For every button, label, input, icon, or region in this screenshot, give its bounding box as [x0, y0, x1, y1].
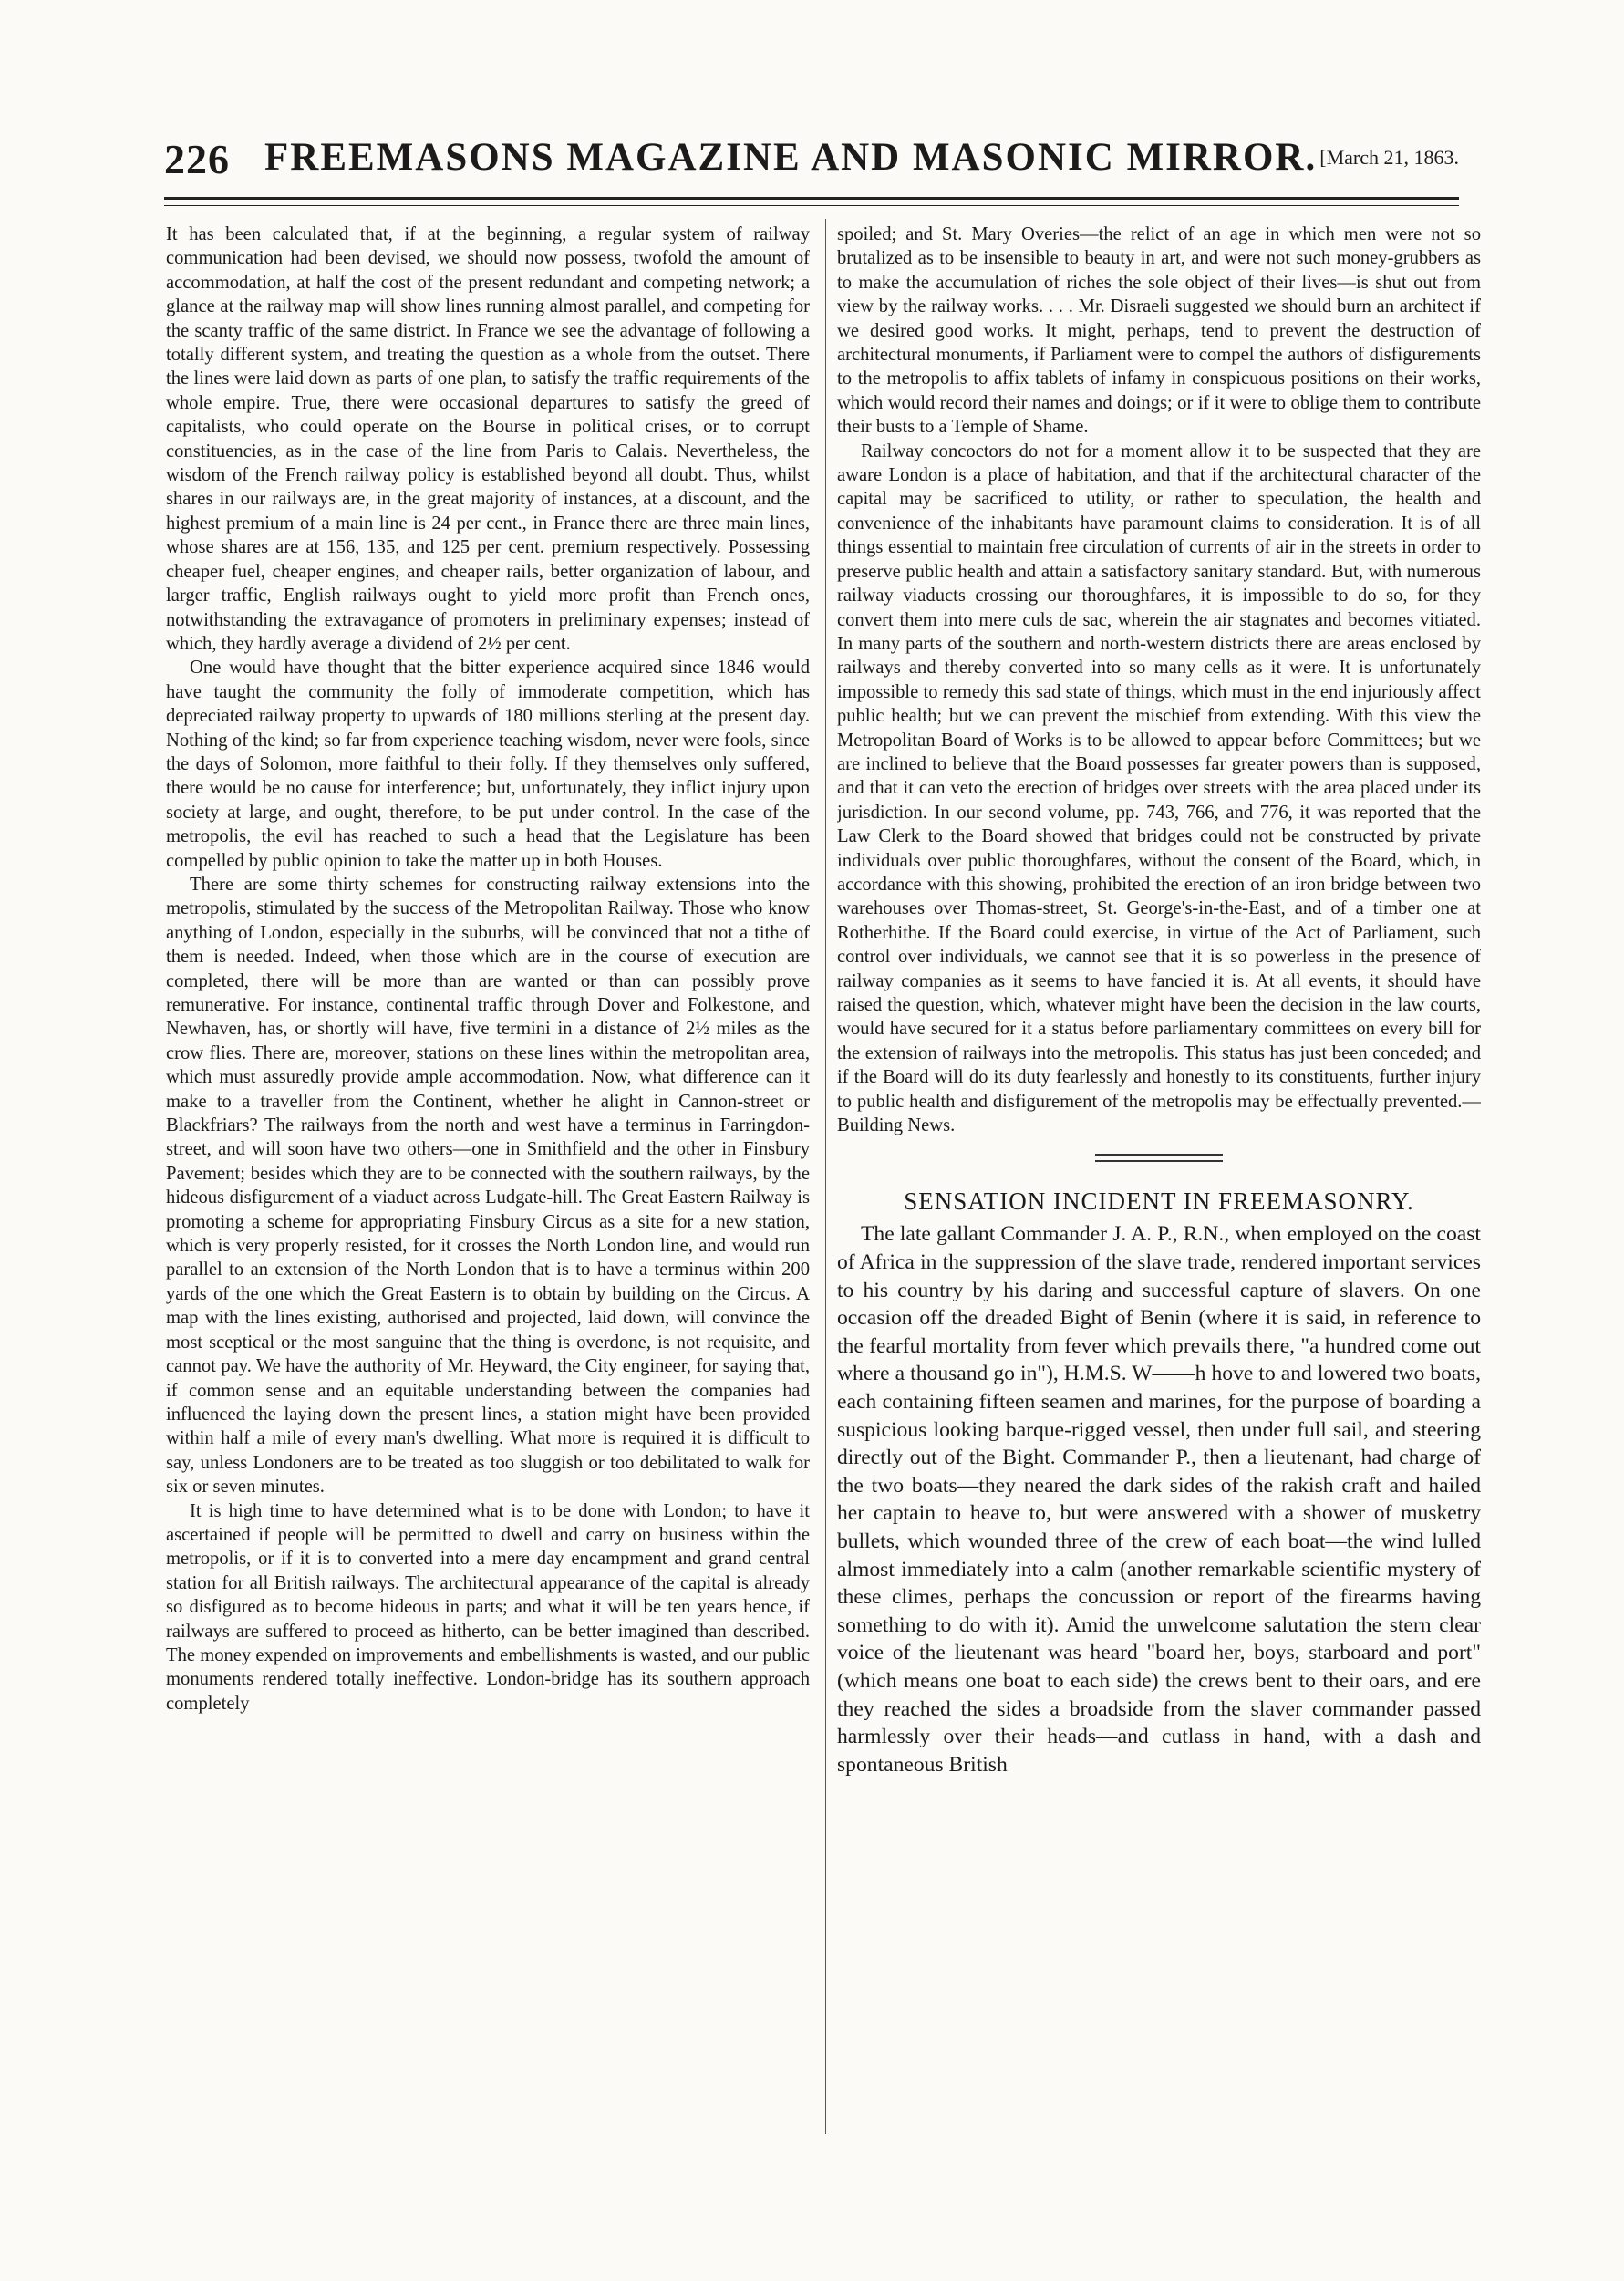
left-column	[166, 223, 810, 2147]
article-paragraph: It has been calculated that, if at the beginning, a regular system of railway communication had been devised, we should now possess, twofold the amount of accommodation, at half the cost of the present redundant and competing network; a glance at the railway map will show lines running almost parallel, and competing for the scanty traffic of the same district. In France we see the advantage of following a totally different system, and treating the question as a whole from the outset. There the lines were laid down as parts of one plan, to satisfy the traffic requirements of the whole empire. True, there were occasional departures to satisfy the greed of capitalists, who could operate on the Bourse in political crises, or to corrupt constituencies, as in the case of the line from Paris to Calais. Nevertheless, the wisdom of the French railway policy is established beyond all doubt. Thus, whilst shares in our railways are, in the great majority of instances, at a discount, and the highest premium of a main line is 24 per cent., in France there are three main lines, whose shares are at 156, 135, and 125 per cent. premium respectively. Possessing cheaper fuel, cheaper engines, and cheaper rails, better organization of labour, and larger traffic, English railways ought to yield more profit than French ones, notwithstanding the extravagance of promoters in preliminary expenses; instead of which, they hardly average a dividend of 2½ per cent.	[166, 224, 810, 654]
column-divider	[825, 219, 826, 2134]
article-paragraph: spoiled; and St. Mary Overies—the relict of an age in which men were not so brutalized as to be insensible to beauty in art, and were not such money-grubbers as to make the accumulation of riches the sole object of their lives—is shut out from view by the railway works. . . . Mr. Disraeli suggested we should burn an architect if we desired good works. It might, perhaps, tend to prevent the destruction of architectural monuments, if Parliament were to compel the authors of disfigurements to the metropolis to affix tablets of infamy in conspicuous positions on their works, which would record their names and doings; or if it were to oblige them to contribute their busts to a Temple of Shame.	[837, 224, 1481, 438]
section-sensation-incident	[837, 1186, 1481, 1778]
right-column	[837, 223, 1481, 2147]
article-paragraph: One would have thought that the bitter experience acquired since 1846 would have taught the community the folly of immoderate competition, which has depreciated railway property to upwards of 180 millions sterling at the present day. Nothing of the kind; so far from experience teaching wisdom, never were fools, since the days of Solomon, more faithful to their folly. If they themselves only suffered, there would be no cause for interference; but, unfortunately, they inflict injury upon society at large, and ought, therefore, to be put under control. In the case of the metropolis, the evil has reached to such a head that the Legislature has been compelled by public opinion to take the matter up in both Houses.	[166, 658, 810, 871]
article-paragraph: The late gallant Commander J. A. P., R.N., when employed on the coast of Africa in the suppression of the slave trade, rendered important services to his country by his daring and successful capture of slavers. On one occasion off the dreaded Bight of Benin (where it is said, in reference to the fearful mortality from fever which prevails there, "a hundred come out where a thousand go in"), H.M.S. W——h hove to and lowered two boats, each containing fifteen seamen and marines, for the purpose of boarding a suspicious looking barque-rigged vessel, then under full sail, and steering directly out of the Bight. Commander P., then a lieutenant, had charge of the two boats—they neared the dark sides of the rakish craft and hailed her captain to heave to, but were answered with a shower of musketry bullets, which wounded three of the crew of each boat—the wind lulled almost immediately into a calm (another remarkable scientific mystery of these climes, perhaps the concussion or report of the firearms having something to do with it). Amid the unwelcome salutation the stern clear voice of the lieutenant was heard "board her, boys, starboard and port" (which means one boat to each side) the crews bent to their oars, and ere they reached the sides a broadside from the slaver commander passed harmlessly over their heads—and cutlass in hand, with a dash and spontaneous British	[837, 1222, 1481, 1777]
header-rule	[164, 197, 1459, 200]
article-paragraph: There are some thirty schemes for constructing railway extensions into the metropolis, stimulated by the success of the Metropolitan Railway. Those who know anything of London, especially in the suburbs, will be convinced that not a tithe of them is needed. Indeed, when those which are in the course of execution are completed, there will be more than are wanted or than can possibly prove remunerative. For instance, continental traffic through Dover and Folkestone, and Newhaven, has, or shortly will have, five termini in a distance of 2½ miles as the crow flies. There are, moreover, stations on these lines within the metropolitan area, which must assuredly provide ample accommodation. Now, what difference can it make to a traveller from the Continent, whether he alight in Cannon-street or Blackfriars? The railways from the north and west have a terminus in Farringdon-street, and will soon have two others—one in Smithfield and the other in Finsbury Pavement; besides which they are to be connected with the southern railways, by the hideous disfigurement of a viaduct across Ludgate-hill. The Great Eastern Railway is promoting a scheme for appropriating Finsbury Circus as a site for a new station, which is very properly resisted, for it crosses the North London line, and would run parallel to an extension of the North London that is to have a terminus within 200 yards of the one which the Great Eastern is to obtain by building on the Circus. A map with the lines existing, authorised and projected, laid down, will convince the most sceptical or the most sanguine that the thing is overdone, is not requisite, and cannot pay. We have the authority of Mr. Heyward, the City engineer, for saying that, if common sense and an equitable understanding between the companies had influenced the laying down the present lines, a station might have been provided within half a mile of every man's dwelling. What more is required it is difficult to say, unless Londoners are to be treated as too sluggish or too debilitated to walk for six or seven minutes.	[166, 874, 810, 1498]
section-separator	[1095, 1154, 1223, 1162]
article-paragraph: Railway concoctors do not for a moment allow it to be suspected that they are aware London is a place of habitation, and that if the architectural character of the capital may be sacrificed to utility, or rather to speculation, the health and convenience of the inhabitants have paramount claims to consideration. It is of all things essential to maintain free circulation of currents of air in the streets in order to preserve public health and attain a satisfactory sanitary standard. But, with numerous railway viaducts crossing our thoroughfares, it is impossible to do so, for they convert them into mere culs de sac, wherein the air stagnates and becomes vitiated. In many parts of the southern and north-western districts there are areas enclosed by railways and thereby converted into so many cells as it were. It is unfortunately impossible to remedy this sad state of things, which must in the end injuriously affect public health; but we can prevent the mischief from extending. With this view the Metropolitan Board of Works is to be allowed to appear before Committees; but we are inclined to believe that the Board possesses far greater powers than is supposed, and that it can veto the erection of bridges over streets with the area placed under its jurisdiction. In our second volume, pp. 743, 766, and 776, it was reported that the Law Clerk to the Board showed that bridges could not be constructed by private individuals over public thoroughfares, without the consent of the Board, which, in accordance with this showing, prohibited the erection of an iron bridge between two warehouses over Thomas-street, St. George's-in-the-East, and of a timber one at Rotherhithe. If the Board could exercise, in virtue of the Act of Parliament, such control over individuals, we cannot see that it is so powerless in the presence of railway companies as it seems to have fancied it is. At all events, it should have raised the question, which, whatever might have been the decision in the law courts, would have secured for it a status before parliamentary committees on every bill for the extension of railways into the metropolis. This status has just been conceded; and if the Board will do its duty fearlessly and honestly to its constituents, further injury to public health and disfigurement of the metropolis may be effectually prevented.—Building News.	[837, 441, 1481, 1136]
page-header	[164, 135, 1459, 190]
magazine-title: FREEMASONS MAGAZINE AND MASONIC MIRROR.	[264, 136, 1318, 179]
header-rule-thin	[164, 205, 1459, 206]
page-number: 226	[164, 136, 230, 182]
section-heading: SENSATION INCIDENT IN FREEMASONRY.	[904, 1187, 1414, 1216]
issue-date: [March 21, 1863.	[1319, 146, 1459, 169]
article-paragraph: It is high time to have determined what is to be done with London; to have it ascertained if people will be permitted to dwell and carry on business within the metropolis, or if it is to converted into a mere day encampment and grand central station for all British railways. The architectural appearance of the capital is already so disfigured as to become hideous in parts; and what it will be ten years hence, if railways are suffered to proceed as hitherto, can be better imagined than described. The money expended on improvements and embellishments is wasted, and our public monuments rendered totally ineffective. London-bridge has its southern approach completely	[166, 1500, 810, 1714]
